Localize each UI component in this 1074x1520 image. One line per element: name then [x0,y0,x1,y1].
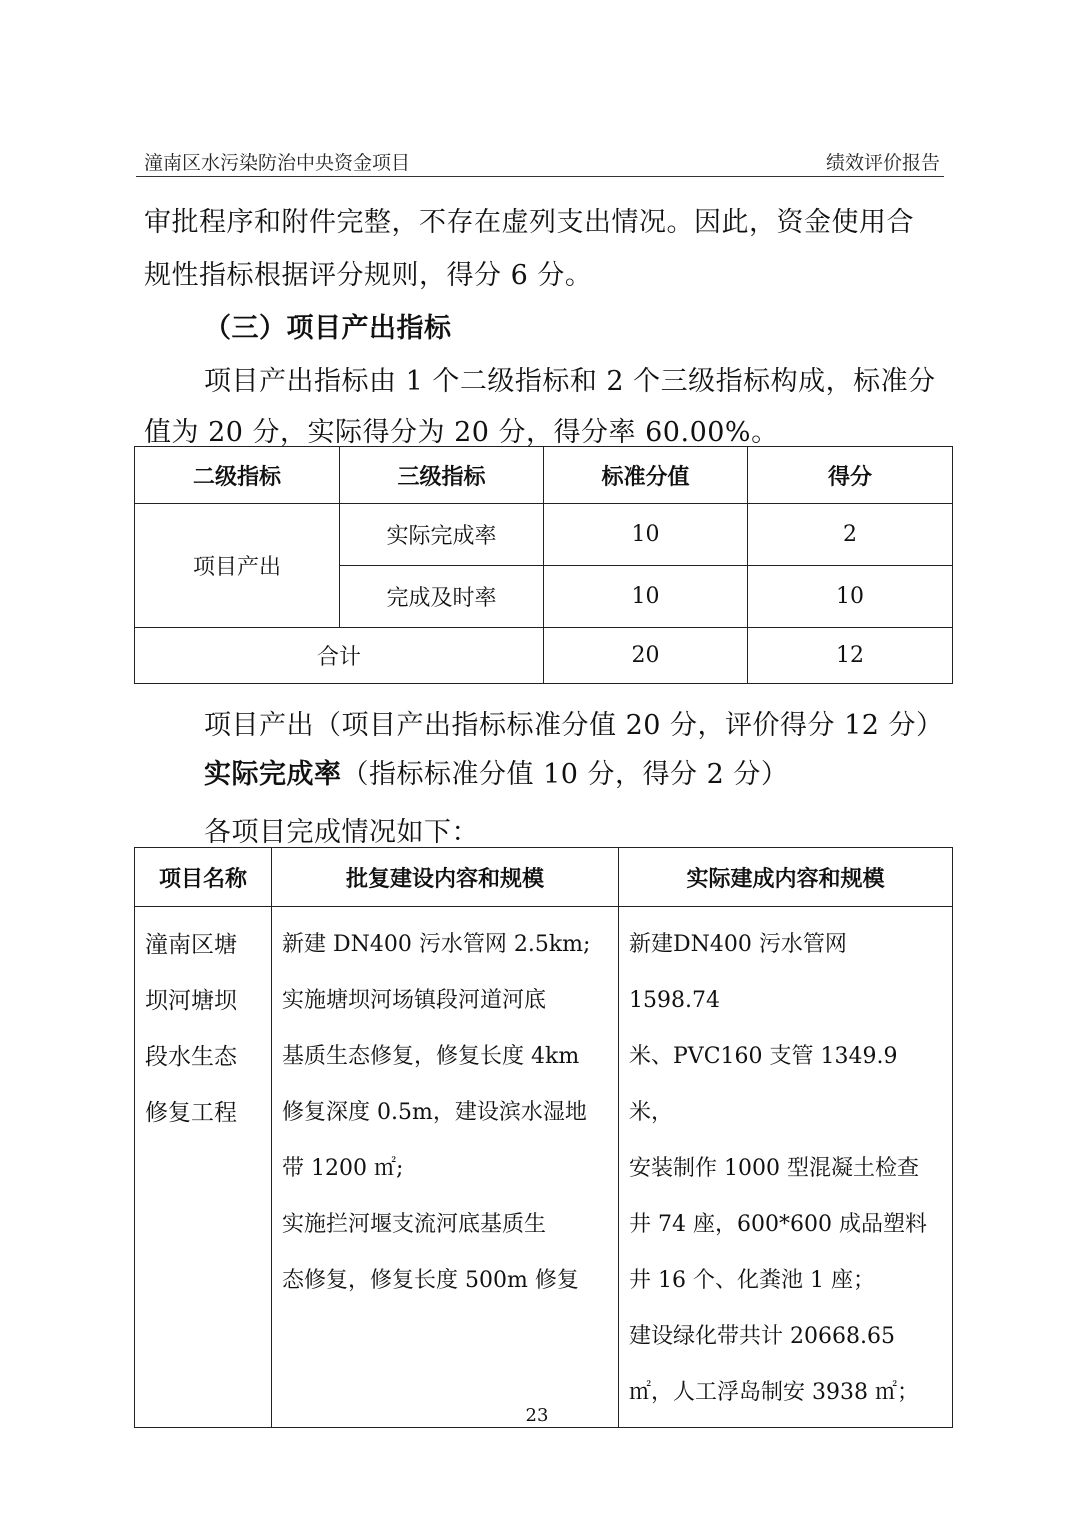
col-header: 项目名称 [135,848,272,907]
cell-line: 安装制作 1000 型混凝土检查 [629,1156,919,1181]
cell-line: 段水生态 [145,1044,237,1070]
actual-content-cell [619,907,953,1428]
indicator-name: 实际完成率 [204,759,342,790]
col-header: 得分 [748,447,953,504]
indicator-detail: （指标标准分值 10 分，得分 2 分） [341,759,789,790]
cell-line: 修复深度 0.5m，建设滨水湿地 [282,1100,587,1125]
standard-cell: 10 [544,566,748,628]
approved-content-cell [272,907,619,1428]
page-number: 23 [525,1405,549,1426]
cell-line: 新建DN400 污水管网 1598.74 [629,932,847,1013]
score-cell: 10 [748,566,953,628]
header-rule [136,176,944,177]
cell-line: 新建 DN400 污水管网 2.5km; [282,932,591,957]
total-standard-cell: 20 [544,628,748,684]
header-report-type: 绩效评价报告 [825,152,940,174]
section-heading: （三）项目产出指标 [204,313,452,344]
paragraph-line: 项目产出指标由 1 个二级指标和 2 个三级指标构成，标准分 [204,366,936,397]
score-cell: 2 [748,504,953,566]
col-header: 二级指标 [135,447,340,504]
paragraph-line: 审批程序和附件完整，不存在虚列支出情况。因此，资金使用合 [144,207,914,238]
cell-line: 基质生态修复，修复长度 4km [282,1044,580,1069]
total-label-cell: 合计 [135,628,544,684]
paragraph-line: 规性指标根据评分规则，得分 6 分。 [144,260,593,291]
cell-line: 潼南区塘 [145,932,237,958]
project-name-cell [135,907,272,1428]
cell-line: 坝河塘坝 [145,988,237,1014]
cell-line: 井 16 个、化粪池 1 座； [629,1268,875,1293]
group-cell: 项目产出 [135,504,340,628]
paragraph-line [204,752,788,791]
col-header: 三级指标 [340,447,544,504]
header-title: 潼南区水污染防治中央资金项目 [144,152,411,174]
indicator-cell: 完成及时率 [340,566,544,628]
project-table [134,847,953,1428]
cell-line: 实施拦河堰支流河底基质生 [282,1212,547,1237]
paragraph-line: 各项目完成情况如下： [204,817,479,848]
cell-line: 井 74 座，600*600 成品塑料 [629,1212,927,1237]
indicator-cell: 实际完成率 [340,504,544,566]
paragraph-line: 项目产出（项目产出指标标准分值 20 分，评价得分 12 分） [204,710,944,741]
cell-line: 态修复，修复长度 500m 修复 [282,1268,579,1293]
cell-line: 实施塘坝河场镇段河道河底 [282,988,547,1013]
paragraph-line: 值为 20 分，实际得分为 20 分，得分率 60.00%。 [144,417,779,448]
cell-line: 修复工程 [145,1100,237,1126]
total-score-cell: 12 [748,628,953,684]
score-table [134,446,953,684]
cell-line: 建设绿化带共计 20668.65 [629,1324,895,1349]
col-header: 批复建设内容和规模 [272,848,619,907]
cell-line: 带 1200 ㎡; [282,1156,404,1181]
standard-cell: 10 [544,504,748,566]
col-header: 标准分值 [544,447,748,504]
col-header: 实际建成内容和规模 [619,848,953,907]
cell-line: 米、PVC160 支管 1349.9 米， [629,1044,898,1125]
cell-line: ㎡，人工浮岛制安 3938 ㎡； [629,1380,919,1405]
